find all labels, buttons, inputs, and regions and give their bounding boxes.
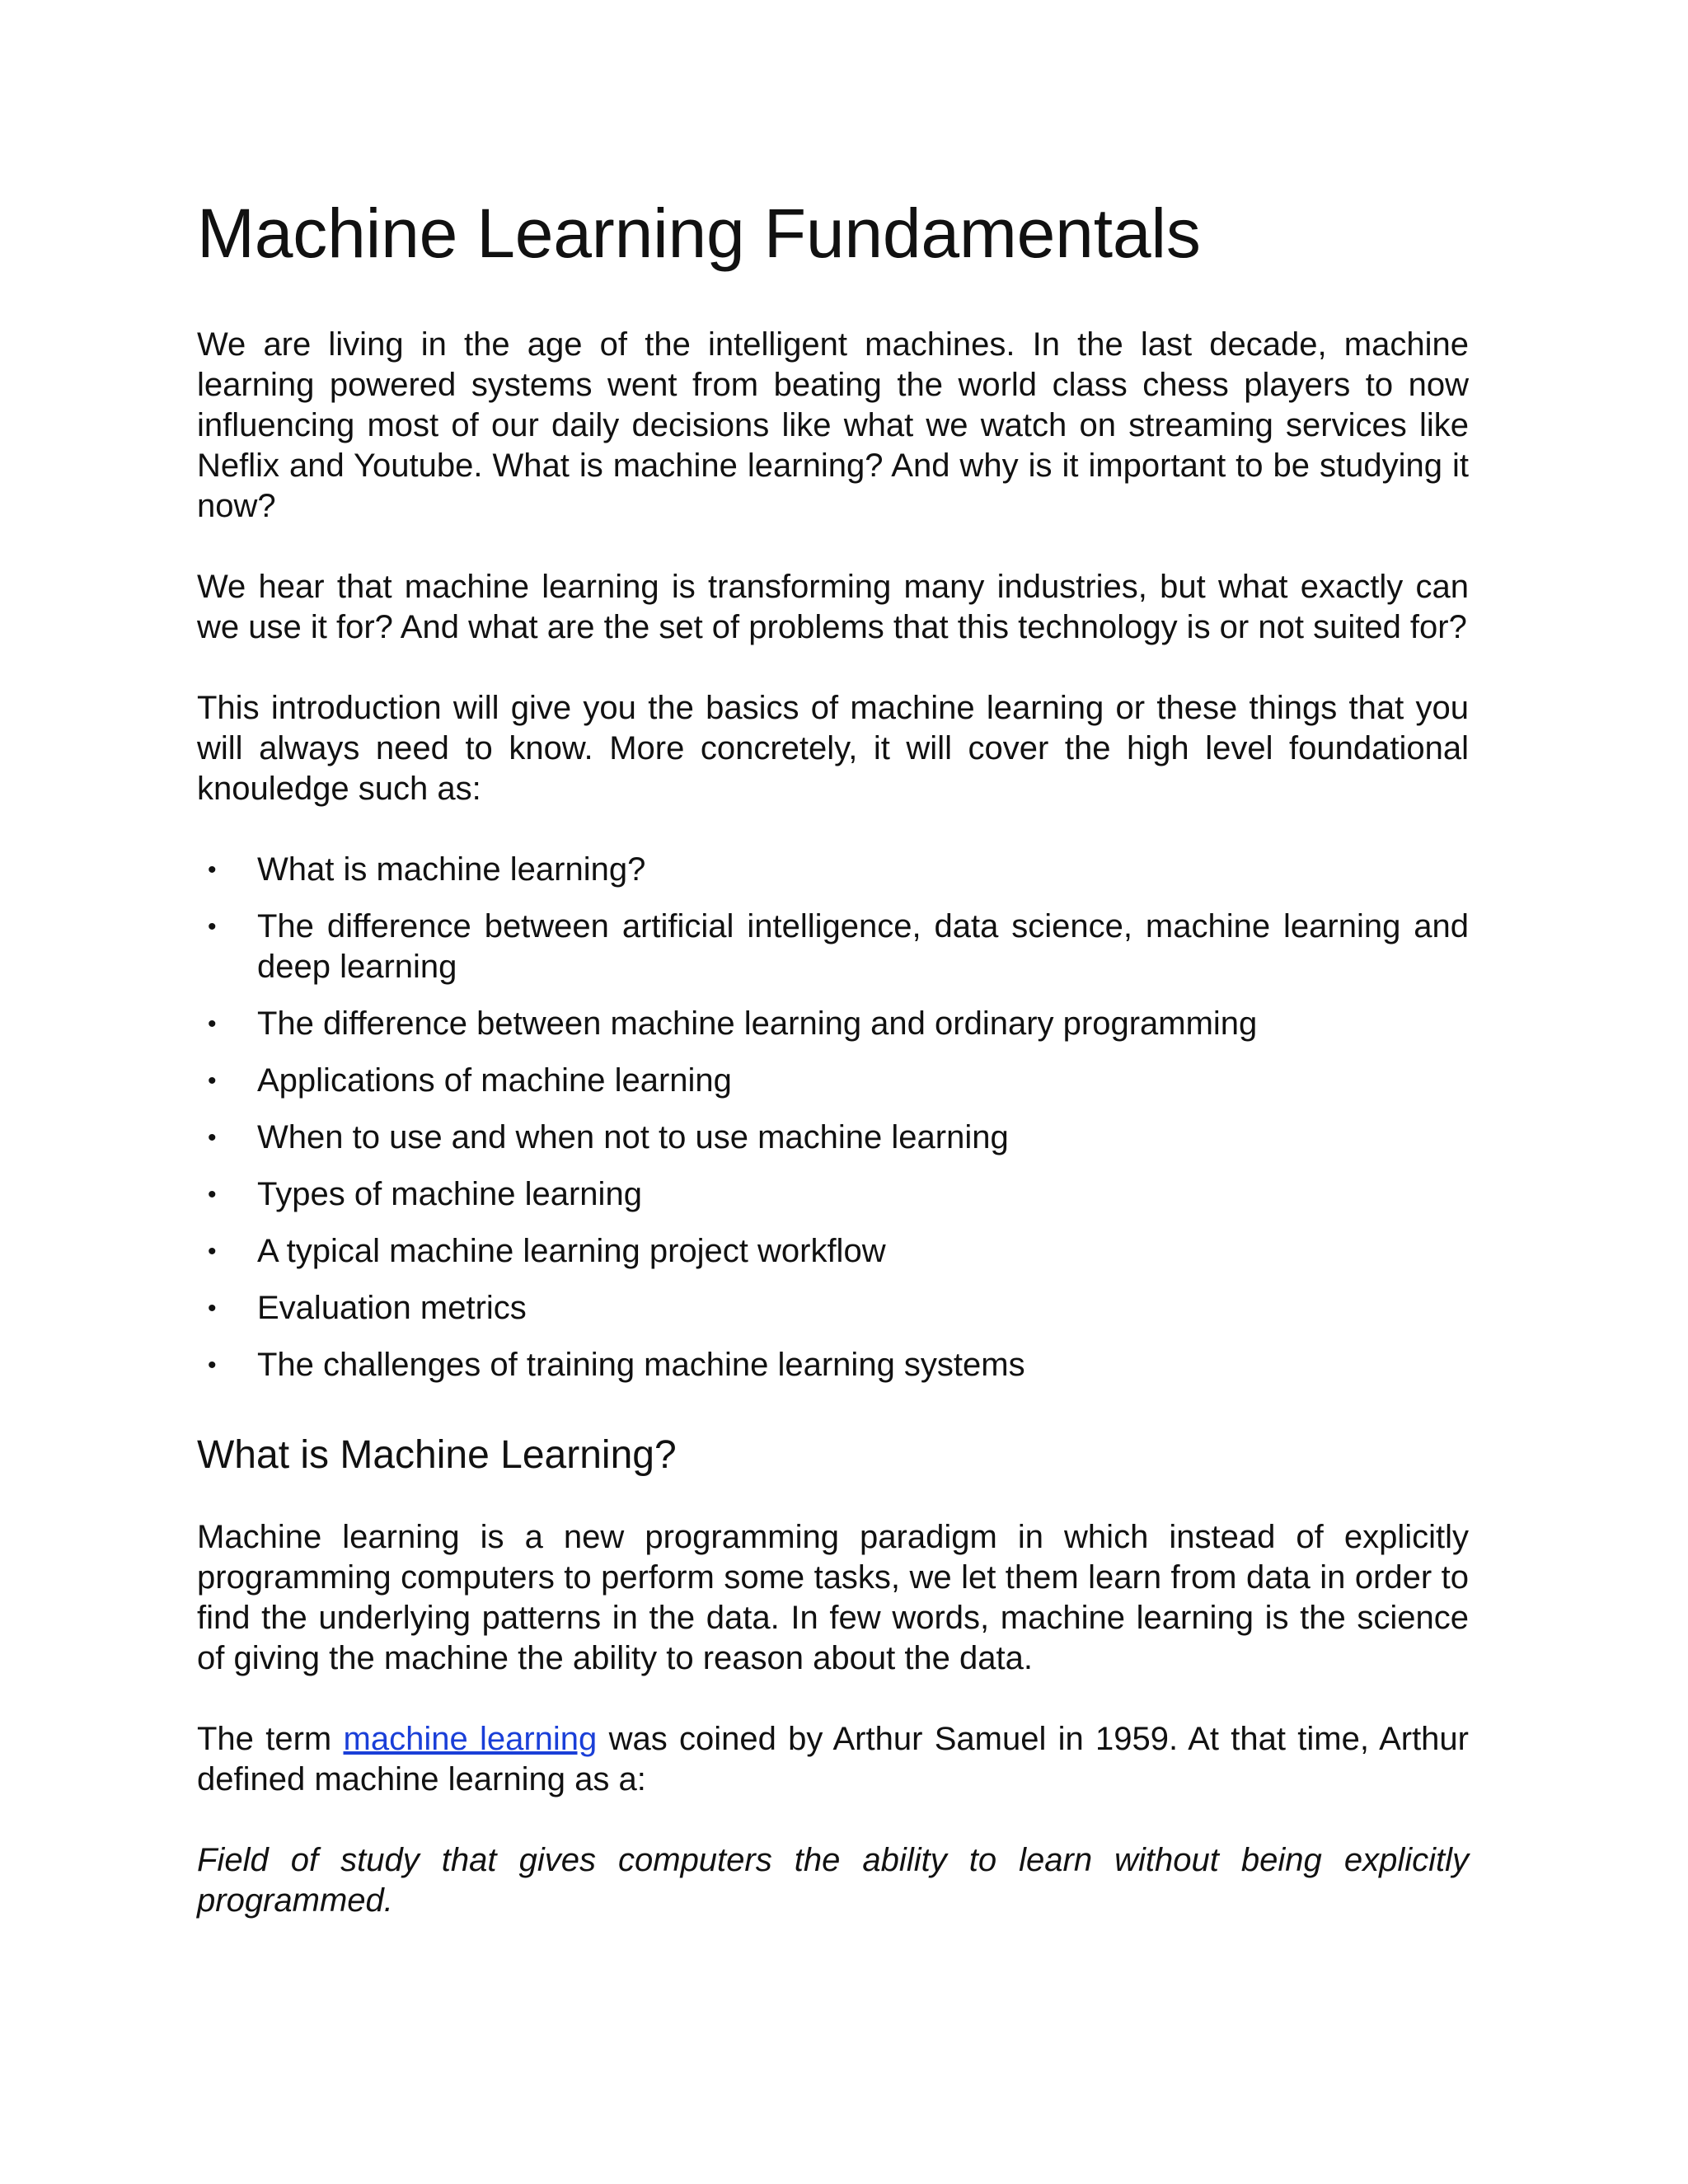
intro-paragraph-2: We hear that machine learning is transforming many industries, but what exactly can we use it for? And what are the set of problems that this technology is or not suited for?: [197, 569, 1469, 645]
bullet-icon: •: [208, 1238, 217, 1265]
machine-learning-link[interactable]: machine learning: [343, 1721, 598, 1757]
list-item: [208, 1004, 1469, 1044]
list-item-text: The difference between machine learning and ordinary programming: [257, 1005, 1258, 1042]
bullet-icon: •: [208, 1124, 217, 1151]
list-item: [208, 1288, 1469, 1329]
section-heading: What is Machine Learning?: [197, 1433, 677, 1477]
bullet-icon: •: [208, 1295, 217, 1322]
list-item: [208, 907, 1469, 987]
intro-paragraph-1: We are living in the age of the intelligent machines. In the last decade, machine learning powered systems went from beating the world class chess players to now influencing most of our daily decisions like what we watch on streaming services like Neflix and Youtube. What is machine learning? And why is it important to be studying it now?: [197, 326, 1469, 524]
list-item-text: What is machine learning?: [257, 851, 646, 888]
definition-paragraph: Machine learning is a new programming paradigm in which instead of explicitly programming computers to perform some tasks, we let them learn from data in order to find the underlying patterns in the data. In few words, machine learning is the science of giving the machine the ability to reason about the data.: [197, 1519, 1469, 1676]
list-item-text: Types of machine learning: [257, 1176, 642, 1212]
list-item: [208, 1231, 1469, 1272]
list-item-text: Evaluation metrics: [257, 1290, 527, 1326]
list-item: [208, 1174, 1469, 1215]
bullet-icon: •: [208, 1352, 217, 1379]
bullet-icon: •: [208, 1067, 217, 1094]
list-item-text: Applications of machine learning: [257, 1062, 732, 1099]
document-page: [197, 188, 1469, 1961]
list-item-text: The challenges of training machine learning systems: [257, 1347, 1025, 1383]
bullet-icon: •: [208, 856, 217, 883]
term-paragraph: [197, 1719, 1469, 1800]
term-suffix: was coined by Arthur Samuel in 1959. At that time, Arthur defined machine learning as a:: [197, 1721, 1469, 1797]
list-item: [208, 1061, 1469, 1101]
bullet-icon: •: [208, 913, 217, 940]
list-item: [208, 1345, 1469, 1385]
samuel-quote: Field of study that gives computers the ability to learn without being explicitly programmed.: [197, 1842, 1469, 1919]
list-item: [208, 1118, 1469, 1158]
bullet-icon: •: [208, 1010, 217, 1038]
list-item: [208, 850, 1469, 890]
list-item-text: When to use and when not to use machine learning: [257, 1119, 1009, 1155]
bullet-icon: •: [208, 1181, 217, 1208]
topics-list: [197, 850, 1469, 1385]
intro-paragraph-3: This introduction will give you the basics of machine learning or these things that you will always need to know. More concretely, it will cover the high level foundational knouledge such as:: [197, 690, 1469, 807]
list-item-text: The difference between artificial intelligence, data science, machine learning and deep learning: [257, 908, 1469, 985]
term-prefix: The term: [197, 1721, 344, 1757]
list-item-text: A typical machine learning project workflow: [257, 1233, 886, 1269]
page-title: Machine Learning Fundamentals: [197, 194, 1201, 272]
